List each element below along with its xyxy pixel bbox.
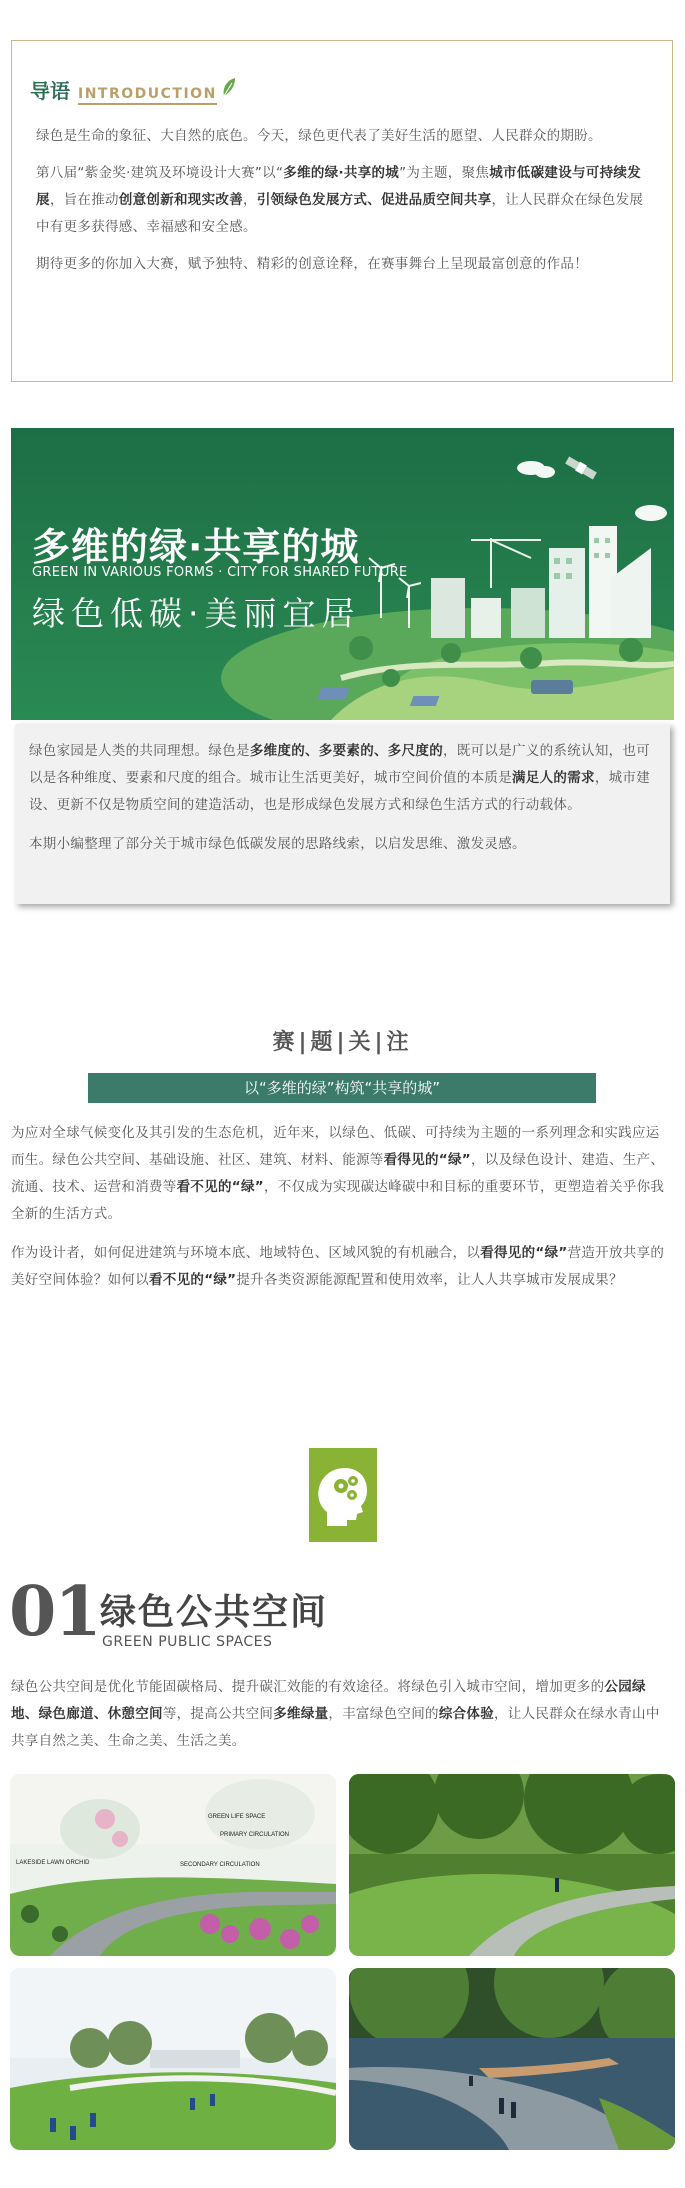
text-run: ，让人民群众在绿色发展中有更多获得感、幸福感和安全感。 bbox=[36, 192, 644, 235]
text-run: ，城市建设、更新不仅是物质空间的建造活动，也是形成绿色发展方式和绿色生活方式的行动载体。 bbox=[29, 770, 651, 813]
emphasis-text: 看得见的“绿” bbox=[480, 1245, 568, 1261]
text-run: 第八届“紫金奖·建筑及环境设计大赛”以“ bbox=[36, 165, 284, 181]
section-title: 绿色公共空间 bbox=[100, 1591, 329, 1633]
banner-slogan: 绿色低碳·美丽宜居 bbox=[32, 594, 361, 633]
theme-banner bbox=[11, 428, 674, 720]
text-run: 绿色家园是人类的共同理想。绿色是 bbox=[29, 743, 250, 759]
intro-paragraph-1: 绿色是生命的象征、大自然的底色。今天，绿色更代表了美好生活的愿望、人民群众的期盼。 bbox=[36, 128, 602, 144]
banner-paragraph-1 bbox=[29, 738, 656, 819]
photo-children-playground bbox=[10, 1968, 336, 2150]
intro-heading bbox=[30, 75, 237, 105]
text-run: 等，提高公共空间 bbox=[162, 1706, 274, 1722]
topic-paragraph-1 bbox=[11, 1120, 673, 1228]
banner-title: 多维的绿·共享的城 bbox=[32, 525, 360, 569]
text-run: ，丰富绿色空间的 bbox=[328, 1706, 439, 1722]
emphasis-text: 多维度的、多要素的、多尺度的 bbox=[249, 743, 444, 759]
topic-heading: 赛|题|关|注 bbox=[272, 1030, 413, 1055]
section-subtitle: GREEN PUBLIC SPACES bbox=[102, 1634, 273, 1650]
photo-label-3: LAKESIDE LAWN ORCHID bbox=[16, 1860, 90, 1866]
text-run: ，旨在推动 bbox=[49, 192, 119, 208]
section-body bbox=[11, 1674, 673, 1755]
emphasis-text: 多维绿量 bbox=[273, 1706, 329, 1722]
section-paragraph-1 bbox=[11, 1674, 673, 1755]
photo-label-1: GREEN LIFE SPACE bbox=[208, 1814, 266, 1820]
topic-paragraph-2 bbox=[11, 1240, 673, 1294]
emphasis-text: 满足人的需求 bbox=[512, 770, 595, 786]
banner-paragraph-2: 本期小编整理了部分关于城市绿色低碳发展的思路线索，以启发思维、激发灵感。 bbox=[29, 836, 526, 852]
text-run: 绿色公共空间是优化节能固碳格局、提升碳汇效能的有效途径。将绿色引入城市空间，增加更多的 bbox=[11, 1679, 605, 1695]
intro-paragraph-2 bbox=[36, 160, 652, 241]
photo-label-4: SECONDARY CIRCULATION bbox=[180, 1862, 260, 1868]
emphasis-text: 城市低碳建设与可持续发展 bbox=[36, 165, 642, 208]
emphasis-text: 看不见的“绿” bbox=[149, 1272, 237, 1288]
emphasis-text: 看得见的“绿” bbox=[383, 1152, 471, 1168]
head-gears-icon bbox=[309, 1448, 377, 1542]
emphasis-text: 多维的绿·共享的城 bbox=[283, 165, 400, 181]
intro-box bbox=[11, 40, 673, 382]
emphasis-text: 综合体验 bbox=[438, 1706, 495, 1722]
section-number: 01 bbox=[9, 1572, 100, 1652]
intro-subtitle: INTRODUCTION bbox=[78, 86, 217, 105]
text-run: 作为设计者，如何促进建筑与环境本底、地域特色、区域风貌的有机融合，以 bbox=[11, 1245, 481, 1261]
text-run: ，让人民群众在绿水青山中共享自然之美、生命之美、生活之美。 bbox=[11, 1706, 660, 1749]
emphasis-text: 公园绿地、绿色廊道、休憩空间 bbox=[11, 1679, 646, 1722]
photo-park-rendering bbox=[10, 1774, 336, 1956]
text-run: ，不仅成为实现碳达峰碳中和目标的重要环节，更塑造着关乎你我全新的生活方式。 bbox=[11, 1179, 665, 1222]
intro-paragraph-3: 期待更多的你加入大赛，赋予独特、精彩的创意诠释，在赛事舞台上呈现最富创意的作品！ bbox=[36, 256, 588, 272]
photo-park-path bbox=[349, 1774, 675, 1956]
intro-body bbox=[36, 123, 652, 278]
emphasis-text: 创意创新和现实改善 bbox=[118, 192, 244, 208]
photo-waterfront-boardwalk bbox=[349, 1968, 675, 2150]
topic-body bbox=[11, 1120, 673, 1294]
text-run: 营造开放共享的美好空间体验？如何以 bbox=[11, 1245, 665, 1288]
topic-banner-bar: 以“多维的绿”构筑“共享的城” bbox=[88, 1073, 596, 1103]
text-run: ，以及绿色设计、建造、生产、流通、技术、运营和消费等 bbox=[11, 1152, 665, 1195]
emphasis-text: 引领绿色发展方式、促进品质空间共享 bbox=[256, 192, 492, 208]
emphasis-text: 看不见的“绿” bbox=[176, 1179, 264, 1195]
leaf-icon bbox=[221, 76, 237, 98]
text-run: 提升各类资源能源配置和使用效率，让人人共享城市发展成果？ bbox=[236, 1272, 623, 1288]
banner-description-box bbox=[15, 724, 670, 904]
intro-title: 导语 bbox=[30, 79, 70, 103]
text-run: 为应对全球气候变化及其引发的生态危机，近年来，以绿色、低碳、可持续为主题的一系列理念和实践应运而生。绿色公共空间、基础设施、社区、建筑、材料、能源等 bbox=[11, 1125, 660, 1168]
photo-label-2: PRIMARY CIRCULATION bbox=[220, 1832, 290, 1838]
banner-subtitle-en: GREEN IN VARIOUS FORMS · CITY FOR SHARED FUTURE bbox=[32, 565, 408, 580]
text-run: ，既可以是广义的系统认知，也可以是各种维度、要素和尺度的组合。城市让生活更美好，城市空间价值的本质是 bbox=[29, 743, 651, 786]
text-run: ， bbox=[243, 192, 257, 208]
text-run: ”为主题，聚焦 bbox=[399, 165, 490, 181]
